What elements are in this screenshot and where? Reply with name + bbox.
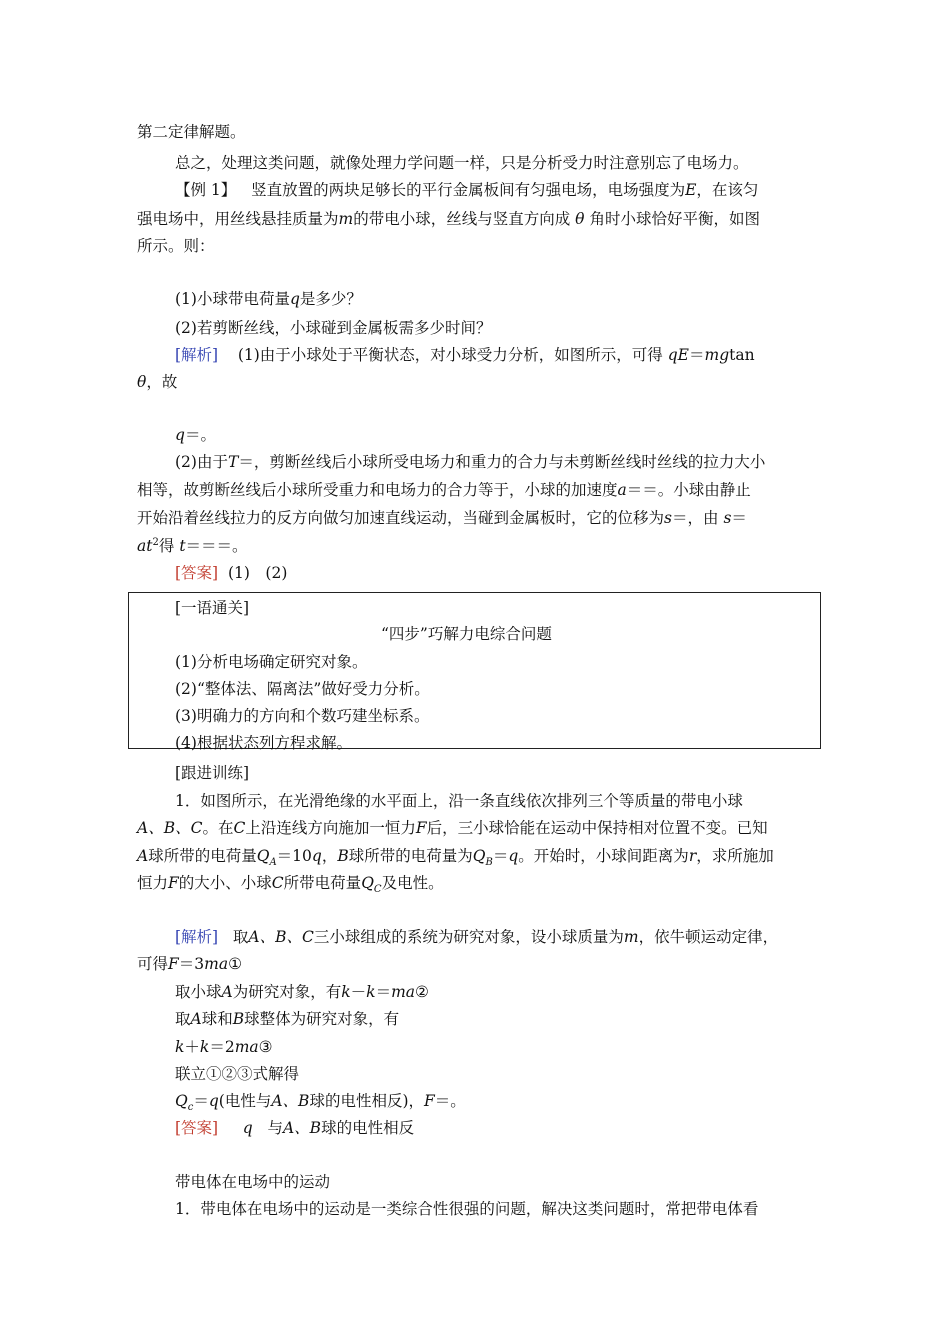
tip-item: (3)明确力的方向和个数巧建坐标系。 (175, 707, 430, 725)
text-line (137, 536, 248, 556)
symbol: Q (175, 1092, 188, 1110)
text: 球的电性相反 (321, 1119, 415, 1137)
symbol: A、B (282, 1119, 322, 1137)
text: ＝2 (209, 1038, 235, 1056)
symbol: A (137, 847, 149, 865)
symbol: θ (575, 210, 585, 228)
subscript: C (373, 884, 382, 896)
answer-line (175, 1118, 414, 1138)
text: ① (228, 955, 243, 973)
text: ， (321, 847, 338, 865)
text: 开始沿着丝线拉力的反方向做匀加速直线运动，当碰到金属板时，它的位移为 (137, 509, 665, 527)
text: 球所带的电荷量 (148, 847, 257, 865)
text: － (350, 983, 367, 1001)
symbol: Q (256, 847, 270, 865)
symbol: t (179, 537, 186, 555)
text: ＝ (375, 983, 392, 1001)
text: 相等，故剪断丝线后小球所受重力和电场力的合力等于，小球的加速度 (137, 481, 618, 499)
text-line (175, 1009, 399, 1029)
text: 后，三小球恰能在运动中保持相对位置不变。已知 (426, 819, 768, 837)
symbol: T (227, 453, 239, 471)
text: ＝＝＝。 (185, 537, 248, 555)
symbol: F (415, 819, 427, 837)
text: ＝。 (184, 426, 216, 444)
symbol: k (341, 983, 351, 1001)
symbol: B (232, 1010, 245, 1028)
text: ＝3 (178, 955, 205, 973)
symbol: C (271, 874, 284, 892)
text-line (175, 425, 216, 445)
text: 三小球组成的系统为研究对象，设小球质量为 (313, 928, 624, 946)
symbol: q (175, 426, 185, 444)
symbol: A (190, 1010, 202, 1028)
text-line (137, 873, 444, 896)
symbol: F (168, 955, 179, 973)
symbol: q (508, 847, 519, 865)
text: 角时小球恰好平衡，如图 (589, 210, 760, 228)
symbol: m (623, 928, 639, 946)
text: ＝ (689, 346, 705, 364)
answer-line (175, 563, 287, 583)
text: ＋ (184, 1038, 200, 1056)
symbol: q (208, 1092, 219, 1110)
symbol: A、B (271, 1092, 310, 1110)
text: (1) (2) (227, 564, 288, 582)
text: 取小球 (175, 983, 222, 1001)
text: ＝，剪断丝线后小球所受电场力和重力的合力与未剪断丝线时丝线的拉力大小 (238, 453, 766, 471)
symbol: ma (204, 955, 229, 973)
text-line: 1．带电体在电场中的运动是一类综合性很强的问题，解决这类问题时，常把带电体看 (175, 1200, 759, 1218)
symbol: s (723, 509, 732, 527)
analysis-line (175, 345, 755, 365)
text: ，依牛顿运动定律， (638, 928, 779, 946)
symbol: r (688, 847, 697, 865)
symbol: q (667, 346, 678, 364)
symbol: k (366, 983, 376, 1001)
text: 取 (175, 1010, 191, 1028)
text: ＝，由 (671, 509, 719, 527)
text-line (175, 452, 765, 472)
symbol: mg (704, 346, 730, 364)
answer-tag: [答案] (175, 564, 219, 582)
text: 球所带的电荷量为 (348, 847, 473, 865)
text: ＝＝。小球由静止 (626, 481, 751, 499)
text: 球的电性相反)， (309, 1092, 424, 1110)
text-line (137, 480, 751, 500)
tip-item: (2)“整体法、隔离法”做好受力分析。 (175, 680, 430, 698)
symbol: at (137, 537, 153, 555)
symbol: ma (234, 1038, 259, 1056)
text: 与 (267, 1119, 283, 1137)
text-line (175, 982, 429, 1002)
symbol: ma (391, 983, 416, 1001)
text: 竖直放置的两块足够长的平行金属板间有匀强电场，电场强度为 (251, 181, 686, 199)
text-line (137, 954, 242, 974)
tip-item: (4)根据状态列方程求解。 (175, 734, 352, 752)
text: 是多少？ (299, 290, 362, 308)
text: 恒力 (137, 874, 169, 892)
symbol: Q (472, 847, 486, 865)
symbol: q (289, 290, 300, 308)
text: tan (729, 346, 755, 364)
example-label: 【例 1】 (175, 181, 237, 199)
symbol: A、B、C (137, 819, 203, 837)
text-line (175, 1091, 466, 1114)
text: (1)由于小球处于平衡状态，对小球受力分析，如图所示，可得 (237, 346, 663, 364)
subscript: B (485, 857, 493, 869)
symbol: a (617, 481, 627, 499)
tip-tag: [一语通关] (175, 599, 250, 617)
text: (2)由于 (175, 453, 228, 471)
text: ，故 (146, 373, 178, 391)
text: ② (415, 983, 429, 1001)
text-line: 联立①②③式解得 (175, 1065, 300, 1083)
question-2: (2)若剪断丝线，小球碰到金属板需多少时间？ (175, 319, 492, 337)
text: 球和 (201, 1010, 233, 1028)
text: 得 (158, 537, 175, 555)
text-line: 第二定律解题。 (137, 123, 246, 141)
example-1-line (175, 180, 758, 200)
text: ＝。 (434, 1092, 466, 1110)
text: 强电场中，用丝线悬挂质量为 (137, 210, 339, 228)
text: 。开始时，小球间距离为 (518, 847, 689, 865)
text: 及电性。 (381, 874, 444, 892)
text: ＝ (731, 509, 747, 527)
text: (1)小球带电荷量 (175, 290, 290, 308)
text: ＝ (193, 1092, 209, 1110)
symbol: θ (137, 373, 147, 391)
text: 。在 (202, 819, 234, 837)
text: 球整体为研究对象，有 (244, 1010, 400, 1028)
text-line (137, 209, 760, 229)
text-line (137, 372, 177, 392)
symbol: m (338, 210, 354, 228)
tip-title: “四步”巧解力电综合问题 (381, 625, 552, 643)
symbol: k (175, 1038, 185, 1056)
symbol: q (311, 847, 322, 865)
question-1 (175, 289, 362, 309)
symbol: C (233, 819, 246, 837)
text-line: 所示。则： (137, 237, 215, 255)
symbol: F (168, 874, 179, 892)
text: ，求所施加 (696, 847, 774, 865)
text: 的大小、小球 (178, 874, 272, 892)
text: 可得 (137, 955, 169, 973)
analysis-tag: [解析] (175, 928, 219, 946)
tip-item: (1)分析电场确定研究对象。 (175, 653, 368, 671)
symbol: B (337, 847, 349, 865)
text: ③ (258, 1038, 273, 1056)
symbol: F (424, 1092, 435, 1110)
text: 取 (232, 928, 249, 946)
symbol: E (677, 346, 689, 364)
text: 为研究对象，有 (232, 983, 342, 1001)
analysis-line (175, 927, 778, 947)
subscript: A (269, 857, 277, 869)
symbol: q (242, 1119, 253, 1137)
text: ，在该匀 (696, 181, 759, 199)
analysis-tag: [解析] (175, 346, 219, 364)
text: ＝ (492, 847, 509, 865)
symbol: k (199, 1038, 210, 1056)
answer-tag: [答案] (175, 1119, 219, 1137)
text-line (137, 846, 774, 869)
symbol: A (221, 983, 233, 1001)
text: 所带电荷量 (283, 874, 362, 892)
text-line (137, 818, 768, 838)
symbol: s (664, 509, 672, 527)
symbol: A、B、C (248, 928, 314, 946)
text: 的带电小球，丝线与竖直方向成 (353, 210, 571, 228)
subscript: c (187, 1102, 194, 1114)
text-line (137, 508, 747, 528)
section-title: 带电体在电场中的运动 (175, 1173, 331, 1191)
text-line: 1．如图所示，在光滑绝缘的水平面上，沿一条直线依次排列三个等质量的带电小球 (175, 792, 743, 810)
text: 上沿连线方向施加一恒力 (245, 819, 416, 837)
text: (电性与 (218, 1092, 272, 1110)
follow-up-tag: [跟进训练] (175, 764, 250, 782)
text: ＝10 (276, 847, 312, 865)
text-line: 总之，处理这类问题，就像处理力学问题一样，只是分析受力时注意别忘了电场力。 (175, 154, 749, 172)
symbol: E (685, 181, 697, 199)
text-line (175, 1037, 273, 1057)
symbol: Q (361, 874, 374, 892)
superscript: 2 (152, 536, 159, 548)
